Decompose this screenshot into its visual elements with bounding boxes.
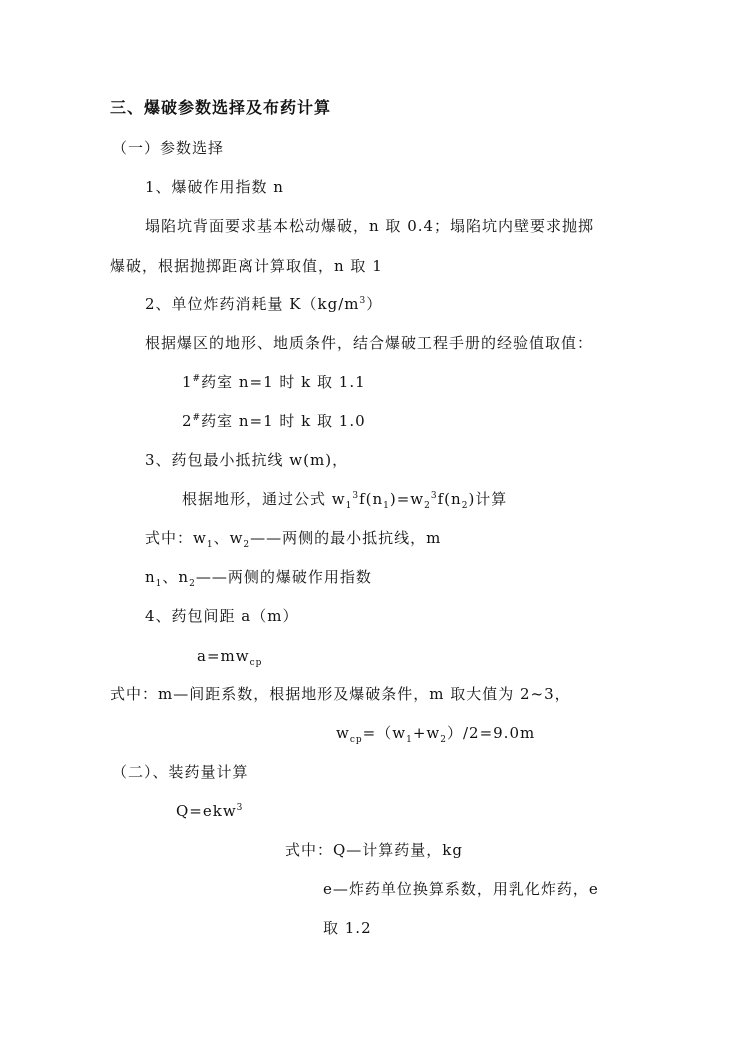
item-1-text-line2: 爆破，根据抛掷距离计算取值，n 取 1 — [110, 257, 383, 275]
n-s2: 2 — [189, 579, 196, 589]
e-definition-line1: e—炸药单位换算系数，用乳化炸药，e — [323, 880, 599, 898]
formula-spacing — [197, 646, 262, 666]
w-c: ——两侧的最小抵抗线，m — [250, 529, 442, 547]
q-a: Q=ekw — [176, 802, 237, 820]
f3-d: f(n — [437, 490, 462, 508]
item-2-heading — [145, 294, 382, 314]
m-definition: 式中：m—间距系数，根据地形及爆破条件，m 取大值为 2~3， — [110, 685, 571, 703]
formula-wcp — [336, 723, 535, 743]
n-b: 、n — [162, 568, 190, 586]
chamber-2-text: 药室 n=1 时 k 取 1.0 — [201, 412, 366, 430]
wcp-s1: cp — [349, 735, 363, 745]
item-4-heading: 4、药包间距 a（m） — [145, 607, 299, 625]
chamber-1-text: 药室 n=1 时 k 取 1.1 — [201, 373, 366, 391]
f4-a: a=mw — [197, 647, 250, 665]
n-c: ——两侧的爆破作用指数 — [195, 568, 372, 586]
chamber-1-num: 1 — [182, 373, 193, 391]
f3-s1: 1 — [345, 501, 353, 511]
item-2-heading-end: ） — [366, 295, 383, 313]
wcp-c: +w — [412, 724, 441, 742]
chamber-2-rule — [182, 411, 366, 431]
f3-a: 根据地形，通过公式 w — [182, 490, 346, 508]
item-1-heading: 1、爆破作用指数 n — [145, 178, 284, 196]
item-3-heading: 3、药包最小抵抗线 w(m)， — [145, 451, 349, 469]
formula-charge — [176, 801, 243, 821]
section-title: 三、爆破参数选择及布药计算 — [110, 98, 332, 117]
item-1-text-line1: 塌陷坑背面要求基本松动爆破，n 取 0.4；塌陷坑内壁要求抛掷 — [145, 217, 595, 235]
f3-c: )=w — [389, 490, 425, 508]
w-s1: 1 — [206, 540, 214, 550]
q-definition: 式中：Q—计算药量，kg — [285, 841, 463, 859]
chamber-1-sup: # — [192, 374, 202, 384]
n-definition — [145, 567, 372, 587]
q-sup: 3 — [236, 803, 244, 813]
f3-s3: 2 — [424, 501, 431, 511]
f3-s2: 1 — [383, 501, 390, 511]
f3-e: )计算 — [468, 490, 508, 508]
n-s1: 1 — [155, 579, 163, 589]
wcp-s2: 1 — [406, 735, 413, 745]
wcp-a: w — [336, 724, 350, 742]
f3-p2: 3 — [430, 491, 438, 501]
wcp-s3: 2 — [440, 735, 447, 745]
item-2-sup: 3 — [359, 296, 367, 306]
f3-p1: 3 — [352, 491, 360, 501]
item-2-text: 根据爆区的地形、地质条件，结合爆破工程手册的经验值取值： — [145, 334, 594, 352]
f3-b: f(n — [359, 490, 384, 508]
chamber-2-num: 2 — [182, 412, 193, 430]
w-b: 、w — [213, 529, 244, 547]
w-a: 式中：w — [145, 529, 207, 547]
chamber-2-sup: # — [192, 413, 202, 423]
wcp-d: ）/2=9.0m — [446, 724, 536, 742]
subsection-2-heading: （二）、装药量计算 — [112, 763, 249, 781]
chamber-1-rule — [182, 372, 366, 392]
subsection-1-heading: （一）参数选择 — [112, 139, 225, 157]
n-a: n — [145, 568, 156, 586]
item-2-heading-text: 2、单位炸药消耗量 K（kg/m — [145, 295, 360, 313]
wcp-b: =（w — [362, 724, 407, 742]
f3-s4: 2 — [461, 501, 469, 511]
w-s2: 2 — [243, 540, 251, 550]
f4-s: cp — [249, 658, 263, 668]
formula-resistance-line — [182, 489, 507, 509]
e-definition-line2: 取 1.2 — [323, 919, 372, 937]
w-definition — [145, 528, 441, 548]
